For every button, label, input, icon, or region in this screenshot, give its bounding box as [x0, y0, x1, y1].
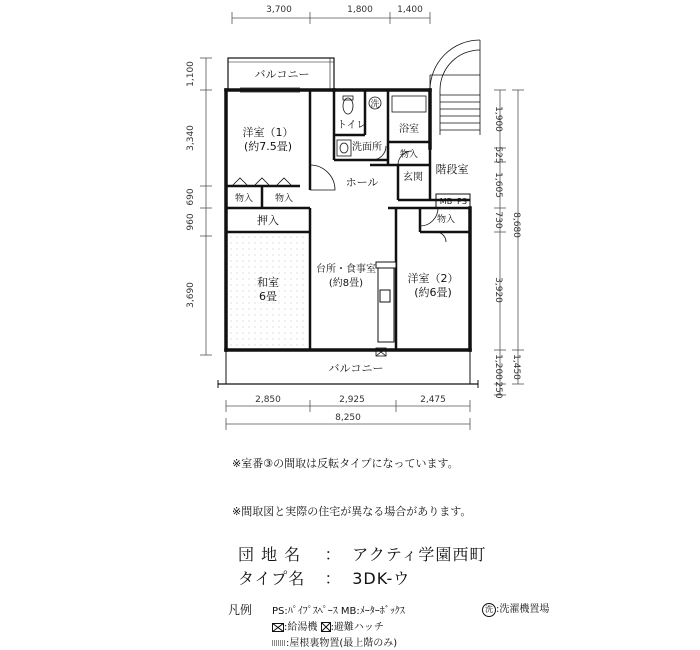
- reverse-note: ※室番③の間取は反転タイプになっています。: [232, 457, 459, 470]
- attic-legend-text: :屋根裏物置(最上階のみ): [286, 638, 398, 649]
- washer-legend-text: :洗濯機置場: [496, 604, 550, 615]
- right-dim-4: 730: [493, 211, 503, 229]
- left-dim-1: 1,100: [186, 61, 196, 87]
- hatch-icon: [321, 622, 331, 632]
- washbasin-fixture: [337, 140, 351, 156]
- complex-row: [238, 542, 486, 565]
- right-dim-1: 1,900: [493, 106, 503, 132]
- complex-label: 団 地 名: [238, 545, 302, 564]
- top-dim-1: 3,700: [266, 5, 292, 15]
- left-dim-2: 3,340: [186, 125, 196, 151]
- top-dim-3: 1,400: [397, 5, 423, 15]
- legend-washer: [482, 600, 549, 617]
- right-dim-5: 3,920: [493, 277, 503, 303]
- kitchen-label: 台所・食事室: [316, 264, 376, 275]
- hall-label: ホール: [345, 176, 379, 189]
- complex-value: アクティ学園西町: [352, 545, 487, 564]
- western1-label: 洋室（1）: [242, 126, 294, 139]
- bath-label: 浴室: [399, 124, 419, 135]
- toilet-label: トイレ: [337, 120, 367, 131]
- mb-label: MB: [439, 197, 453, 206]
- western2-size: (約6畳): [414, 286, 452, 299]
- balcony-bottom-label: バルコニー: [328, 362, 384, 375]
- left-dim-4: 960: [186, 213, 196, 231]
- washitsu-label: 和室: [257, 276, 279, 289]
- closet-bath-label: 物入: [399, 150, 419, 160]
- right-dim-6: 1,200: [493, 354, 503, 380]
- left-dim-3: 690: [186, 188, 196, 206]
- western2-label: 洋室（2）: [407, 272, 459, 285]
- stairs-label: 階段室: [435, 163, 469, 176]
- washer-legend-icon: 洗: [482, 603, 496, 617]
- toilet-fixture: [343, 96, 353, 114]
- kitchen-size: (約8畳): [328, 278, 364, 289]
- left-dimensions: [200, 58, 212, 355]
- complex-sep: ：: [324, 545, 342, 564]
- type-label: タイプ名: [238, 569, 306, 588]
- kitchen-counter: [376, 262, 396, 342]
- water-heater-icon: [272, 623, 284, 632]
- right-outer-dim-2: 1,450: [511, 354, 521, 380]
- left-dim-5: 3,690: [186, 282, 196, 308]
- svg-text:洗: 洗: [370, 100, 380, 110]
- oshiire-label: 押入: [257, 214, 279, 227]
- closet-w1b-label: 物入: [274, 194, 294, 204]
- western1-size: (約7.5畳): [243, 140, 293, 153]
- legend-title: 凡例: [228, 603, 253, 617]
- balcony-top-label: バルコニー: [254, 68, 310, 81]
- staircase: [430, 40, 480, 135]
- type-sep: ：: [324, 569, 342, 588]
- legend-line1: PS:ﾊﾟｲﾌﾟｽﾍﾟｰｽ MB:ﾒｰﾀｰﾎﾞｯｸｽ: [272, 606, 405, 617]
- bottom-dim-1: 2,850: [255, 395, 281, 405]
- bathtub-fixture: [392, 96, 426, 112]
- closet-w2-label: 物入: [436, 215, 456, 225]
- right-dim-7: 250: [493, 381, 503, 399]
- washroom-label: 洗面所: [352, 142, 382, 153]
- closet-w1a-label: 物入: [234, 194, 254, 204]
- top-dim-2: 1,800: [347, 5, 373, 15]
- legend-heater-hatch: [272, 618, 384, 633]
- heater-legend-text: :給湯機: [284, 622, 318, 633]
- type-value: 3DK-ウ: [352, 569, 411, 588]
- disclaimer-note: ※間取図と実際の住宅が異なる場合があります。: [232, 505, 472, 518]
- bottom-dim-3: 2,475: [420, 395, 446, 405]
- washer-symbol: [369, 97, 381, 110]
- washitsu-size: 6畳: [259, 290, 277, 303]
- bottom-dim-total: 8,250: [335, 413, 361, 423]
- ps-label: PS: [457, 197, 467, 206]
- right-outer-dim-1: 8,680: [511, 212, 521, 238]
- right-dimensions: [494, 90, 524, 395]
- type-row: [238, 566, 410, 589]
- entrance-label: 玄関: [403, 172, 423, 183]
- right-dim-2: 525: [493, 146, 503, 164]
- attic-storage-icon: [272, 640, 286, 646]
- right-dim-3: 1,605: [493, 172, 503, 198]
- legend-attic: [272, 634, 397, 649]
- bottom-dim-2: 2,925: [339, 395, 365, 405]
- hatch-legend-text: :避難ハッチ: [330, 622, 384, 633]
